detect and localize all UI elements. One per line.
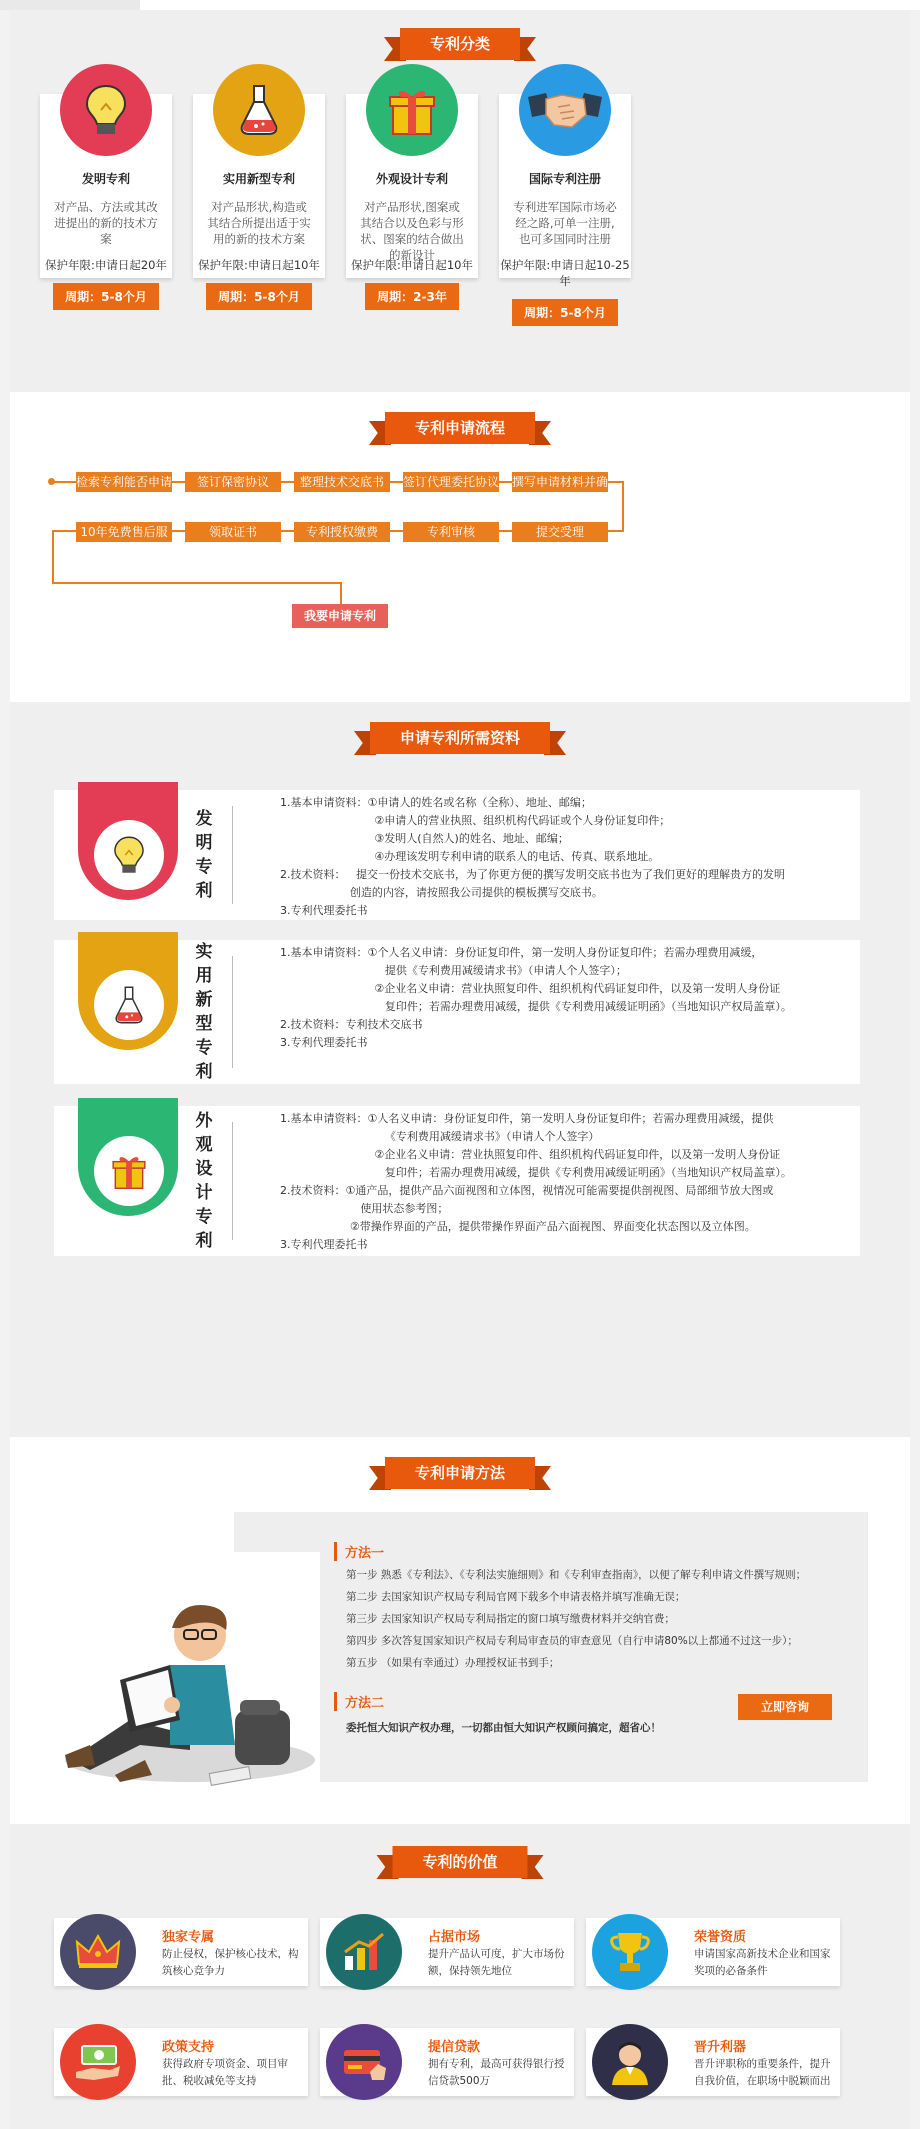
flow-connector (52, 530, 54, 582)
materials-card (54, 1106, 860, 1256)
gift-icon (366, 64, 458, 156)
category-term: 保护年限:申请日起10年 (197, 258, 320, 272)
materials-card (54, 940, 860, 1084)
value-desc: 拥有专利，最高可获得银行授信贷款500万 (428, 2058, 565, 2087)
materials-divider (232, 956, 233, 1068)
money-hand-icon (60, 2024, 136, 2100)
consult-button[interactable]: 立即咨询 (738, 1694, 832, 1720)
value-card (320, 1918, 574, 1986)
credit-card-icon (326, 2024, 402, 2100)
value-card (586, 1918, 840, 1986)
materials-divider (232, 1122, 233, 1240)
category-ribbon (384, 28, 536, 60)
value-section (10, 1824, 910, 2129)
method-step: 第二步 去国家知识产权局专利局官网下载多个申请表格并填写准确无误； (346, 1591, 686, 1603)
method-step: 第三步 去国家知识产权局专利局指定的窗口填写缴费材料并交纳官费； (346, 1613, 675, 1625)
category-cycle-badge: 周期：5-8个月 (512, 299, 618, 326)
method-step: 第四步 多次答复国家知识产权局专利局审查员的审查意见（自行申请80%以上都通不过这一步）； (346, 1635, 798, 1647)
lightbulb-icon (94, 820, 164, 890)
materials-tag (78, 782, 178, 900)
category-name: 实用新型专利 (222, 172, 295, 186)
materials-divider (232, 806, 233, 904)
flow-start-dot (48, 478, 55, 485)
apply-patent-button[interactable]: 我要申请专利 (292, 604, 388, 628)
materials-line: 1.基本申请资料：①人名义申请：身份证复印件，第一发明人身份证复印件；若需办理费用减缓，提供 (280, 1112, 774, 1125)
materials-line: 2.技术资料：专利技术交底书 (280, 1018, 423, 1031)
materials-line: 使用状态参考图； (280, 1202, 449, 1215)
materials-card (54, 790, 860, 920)
category-name: 发明专利 (81, 172, 130, 186)
value-title: 提信贷款 (428, 2040, 481, 2055)
value-desc: 申请国家高新技术企业和国家奖项的必备条件 (694, 1948, 831, 1977)
materials-line: 《专利费用减缓请求书》（申请人个人签字） (280, 1130, 600, 1143)
materials-line: 1.基本申请资料：①申请人的姓名或名称（全称）、地址、邮编； (280, 796, 592, 809)
value-title: 政策支持 (162, 2040, 215, 2055)
category-term: 保护年限:申请日起10年 (350, 258, 473, 272)
lightbulb-icon (60, 64, 152, 156)
flask-icon (94, 970, 164, 1040)
value-desc: 获得政府专项资金、项目审批、税收减免等支持 (162, 2058, 288, 2087)
method-panel (320, 1512, 868, 1782)
section-title: 专利申请方法 (385, 1457, 535, 1489)
materials-line: ②企业名义申请：营业执照复印件、组织机构代码证复印件，以及第一发明人身份证 (280, 1148, 781, 1161)
section-title: 专利申请流程 (385, 412, 535, 444)
category-desc: 对产品形状,构造或其结合所提出适于实用的新的技术方案 (207, 200, 311, 246)
process-step: 专利审核 (403, 522, 499, 542)
category-term: 保护年限:申请日起20年 (44, 258, 167, 272)
process-step: 撰写申请材料并确认 (512, 472, 608, 492)
category-cycle-badge: 周期：2-3年 (365, 283, 459, 310)
value-desc: 晋升评职称的重要条件，提升自我价值，在职场中脱颖而出 (694, 2058, 831, 2087)
value-ribbon (376, 1846, 543, 1878)
materials-tag (78, 1098, 178, 1216)
value-desc: 提升产品认可度，扩大市场份额，保持领先地位 (428, 1948, 565, 1977)
section-title: 申请专利所需资料 (370, 722, 550, 754)
value-desc: 防止侵权，保护核心技术，构筑核心竞争力 (162, 1948, 299, 1977)
flow-connector (622, 481, 624, 531)
process-step: 检索专利能否申请 (76, 472, 172, 492)
category-section (10, 10, 910, 392)
process-section (10, 392, 910, 702)
materials-line: 2.技术资料：①通产品，提供产品六面视图和立体图，视情况可能需要提供剖视图、局部细节放大图或 (280, 1184, 774, 1197)
flow-connector (52, 582, 342, 584)
process-step: 专利授权缴费 (294, 522, 390, 542)
category-desc: 专利进军国际市场必经之路,可单一注册,也可多国同时注册 (513, 200, 617, 246)
category-card[interactable] (193, 94, 325, 304)
value-card (586, 2028, 840, 2096)
crown-icon (60, 1914, 136, 1990)
materials-tag (78, 932, 178, 1050)
materials-line: 创造的内容，请按照我公司提供的模板撰写交底书。 (280, 886, 603, 899)
value-card (54, 2028, 308, 2096)
category-cycle-badge: 周期：5-8个月 (206, 283, 312, 310)
category-desc: 对产品、方法或其改进提出的新的技术方案 (54, 200, 158, 246)
process-step: 10年免费售后服务 (76, 522, 172, 542)
materials-title: 发 明 专 利 (195, 809, 213, 901)
section-title: 专利分类 (400, 28, 520, 60)
materials-line: ③发明人(自然人)的姓名、地址、邮编； (280, 832, 569, 845)
value-title: 独家专属 (162, 1930, 215, 1945)
materials-line: 3.专利代理委托书 (280, 904, 368, 917)
materials-line: ②企业名义申请：营业执照复印件、组织机构代码证复印件，以及第一发明人身份证 (280, 982, 781, 995)
materials-line: ②申请人的营业执照、组织机构代码证或个人身份证复印件； (280, 814, 671, 827)
process-step: 整理技术交底书 (294, 472, 390, 492)
materials-line: 复印件；若需办理费用减缓，提供《专利费用减缓证明函》（当地知识产权局盖章）。 (280, 1166, 792, 1179)
section-title: 专利的价值 (392, 1846, 527, 1878)
gift-icon (94, 1136, 164, 1206)
category-term: 保护年限:申请日起10-25年 (500, 258, 630, 288)
value-title: 荣誉资质 (694, 1930, 747, 1945)
materials-line: 3.专利代理委托书 (280, 1238, 368, 1251)
category-card[interactable] (40, 94, 172, 304)
materials-line: ②带操作界面的产品，提供带操作界面产品六面视图、界面变化状态图以及立体图。 (280, 1220, 756, 1233)
reading-man-illustration (60, 1570, 320, 1790)
flask-icon (213, 64, 305, 156)
materials-line: 复印件；若需办理费用减缓，提供《专利费用减缓证明函》（当地知识产权局盖章）。 (280, 1000, 792, 1013)
category-name: 国际专利注册 (528, 172, 601, 186)
top-bar-divider (0, 0, 140, 10)
materials-line: 提供《专利费用减缓请求书》（申请人个人签字）； (280, 964, 627, 977)
materials-text (280, 1110, 792, 1254)
category-name: 外观设计专利 (375, 172, 448, 186)
process-step: 领取证书 (185, 522, 281, 542)
category-desc: 对产品形状,图案或其结合以及色彩与形状、图案的结合做出的新设计 (360, 200, 464, 262)
materials-text (280, 944, 792, 1052)
category-card[interactable] (346, 94, 478, 304)
process-step: 签订保密协议 (185, 472, 281, 492)
process-step: 签订代理委托协议 (403, 472, 499, 492)
materials-ribbon (354, 722, 566, 754)
method-panel-tab (234, 1512, 324, 1552)
value-title: 晋升利器 (694, 2040, 747, 2055)
person-icon (592, 2024, 668, 2100)
handshake-icon (519, 64, 611, 156)
flow-connector (340, 582, 342, 604)
materials-line: 2.技术资料： 提交一份技术交底书，为了你更方便的撰写发明交底书也为了我们更好的理解贵方的发明 (280, 868, 785, 881)
materials-line: 1.基本申请资料：①个人名义申请：身份证复印件，第一发明人身份证复印件；若需办理费用减缓， (280, 946, 763, 959)
process-step: 提交受理 (512, 522, 608, 542)
method-step: 第五步 （如果有幸通过）办理授权证书到手； (346, 1657, 560, 1669)
process-ribbon (369, 412, 551, 444)
category-cycle-badge: 周期：5-8个月 (53, 283, 159, 310)
method-step: 第一步 熟悉《专利法》、《专利法实施细则》和《专利审查指南》，以便了解专利申请文件撰写规则； (346, 1569, 807, 1581)
value-card (320, 2028, 574, 2096)
materials-title: 实 用 新 型 专 利 (195, 942, 213, 1082)
method-two-title: 方法二 (334, 1692, 384, 1711)
bar-chart-icon (326, 1914, 402, 1990)
materials-line: ④办理该发明专利申请的联系人的电话、传真、联系地址。 (280, 850, 660, 863)
materials-section (10, 702, 910, 1437)
value-card (54, 1918, 308, 1986)
materials-title: 外 观 设 计 专 利 (195, 1111, 213, 1251)
value-title: 占据市场 (428, 1930, 481, 1945)
method-ribbon (369, 1457, 551, 1489)
method-two-text: 委托恒大知识产权办理，一切都由恒大知识产权顾问搞定，超省心！ (346, 1722, 661, 1734)
method-one-title: 方法一 (334, 1542, 384, 1561)
trophy-icon (592, 1914, 668, 1990)
materials-line: 3.专利代理委托书 (280, 1036, 368, 1049)
materials-text (280, 794, 785, 920)
category-card[interactable] (499, 94, 631, 320)
